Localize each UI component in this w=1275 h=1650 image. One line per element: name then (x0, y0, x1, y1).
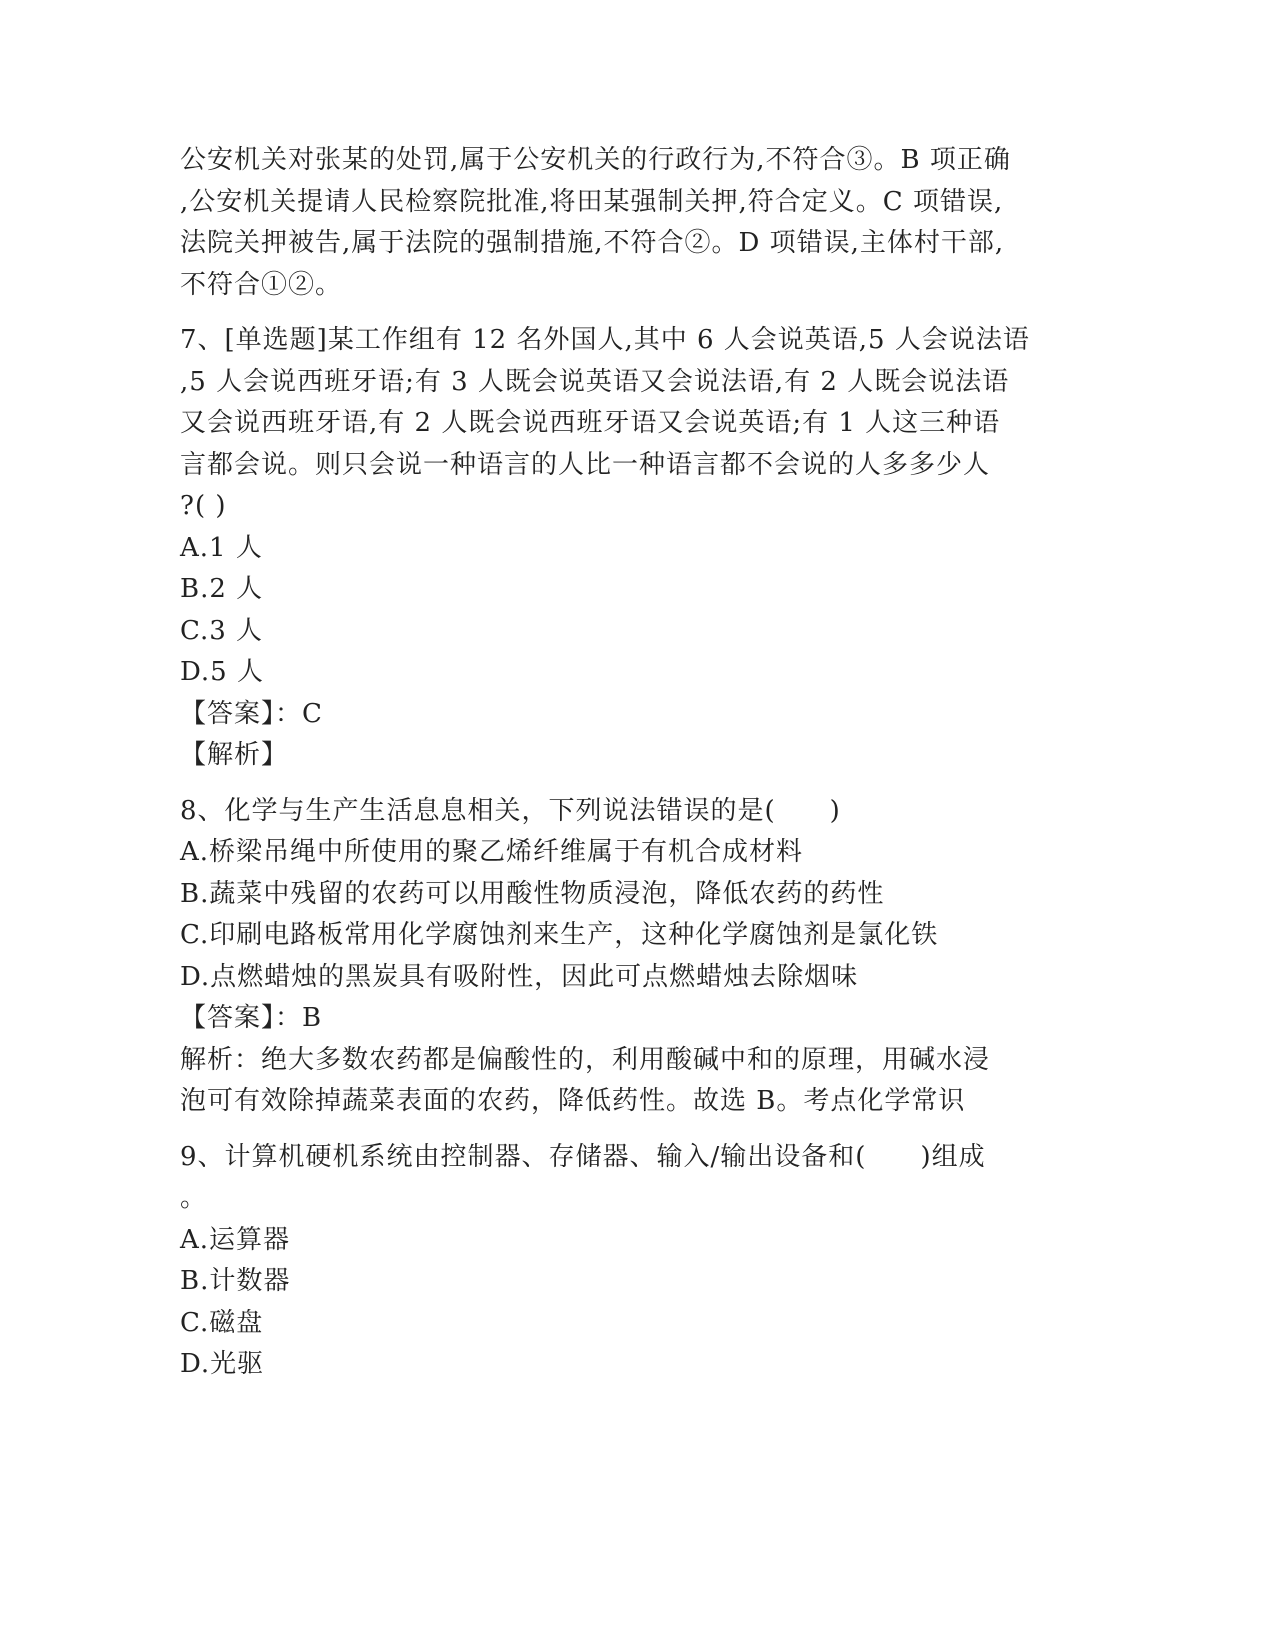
intro-line: ,公安机关提请人民检察院批准,将田某强制关押,符合定义。C 项错误, (180, 186, 1004, 217)
question-stem-line: ,5 人会说西班牙语;有 3 人既会说英语又会说法语,有 2 人既会说法语 (180, 366, 1010, 397)
intro-line: 公安机关对张某的处罚,属于公安机关的行政行为,不符合③。B 项正确 (180, 145, 1011, 175)
option-a: A.1 人 (180, 532, 263, 563)
option-d: D.5 人 (180, 657, 264, 687)
option-d: D.点燃蜡烛的黑炭具有吸附性，因此可点燃蜡烛去除烟味 (180, 961, 859, 992)
intro-line: 法院关押被告,属于法院的强制措施,不符合②。D 项错误,主体村干部, (180, 228, 1005, 258)
question-stem-line: 7、[单选题]某工作组有 12 名外国人,其中 6 人会说英语,5 人会说法语 (180, 325, 1030, 355)
question-stem-line: 8、化学与生产生活息息相关，下列说法错误的是( ) (180, 795, 841, 826)
question-9 (180, 1137, 1040, 1386)
option-c: C.印刷电路板常用化学腐蚀剂来生产，这种化学腐蚀剂是氯化铁 (180, 920, 939, 950)
question-stem-line: 言都会说。则只会说一种语言的人比一种语言都不会说的人多多少人 (180, 449, 991, 480)
analysis-line: 泡可有效除掉蔬菜表面的农药，降低药性。故选 B。考点化学常识 (180, 1086, 966, 1116)
spacer (180, 306, 1040, 320)
intro-line: 不符合①②。 (180, 269, 343, 300)
question-stem-line: 又会说西班牙语,有 2 人既会说西班牙语又会说英语;有 1 人这三种语 (180, 408, 1001, 438)
spacer (180, 777, 1040, 791)
analysis-line: 解析：绝大多数农药都是偏酸性的，利用酸碱中和的原理，用碱水浸 (180, 1044, 991, 1075)
answer-line: 【答案】：B (180, 1003, 323, 1033)
page-content (180, 140, 1040, 1386)
option-c: C.3 人 (180, 615, 264, 646)
option-b: B.计数器 (180, 1266, 291, 1296)
option-a: A.运算器 (180, 1224, 291, 1255)
option-d: D.光驱 (180, 1349, 265, 1379)
spacer (180, 1123, 1040, 1137)
question-stem-line: ?( ) (180, 491, 227, 521)
answer-line: 【答案】：C (180, 698, 323, 729)
question-stem-line: 。 (180, 1183, 208, 1213)
analysis-label: 【解析】 (180, 740, 289, 770)
option-c: C.磁盘 (180, 1307, 264, 1338)
question-7 (180, 320, 1040, 777)
question-8 (180, 791, 1040, 1123)
question-stem-line: 9、计算机硬机系统由控制器、存储器、输入/输出设备和( )组成 (180, 1141, 986, 1172)
option-b: B.蔬菜中残留的农药可以用酸性物质浸泡，降低农药的药性 (180, 878, 885, 909)
intro-paragraph (180, 140, 1040, 306)
option-a: A.桥梁吊绳中所使用的聚乙烯纤维属于有机合成材料 (180, 837, 804, 867)
option-b: B.2 人 (180, 574, 264, 604)
